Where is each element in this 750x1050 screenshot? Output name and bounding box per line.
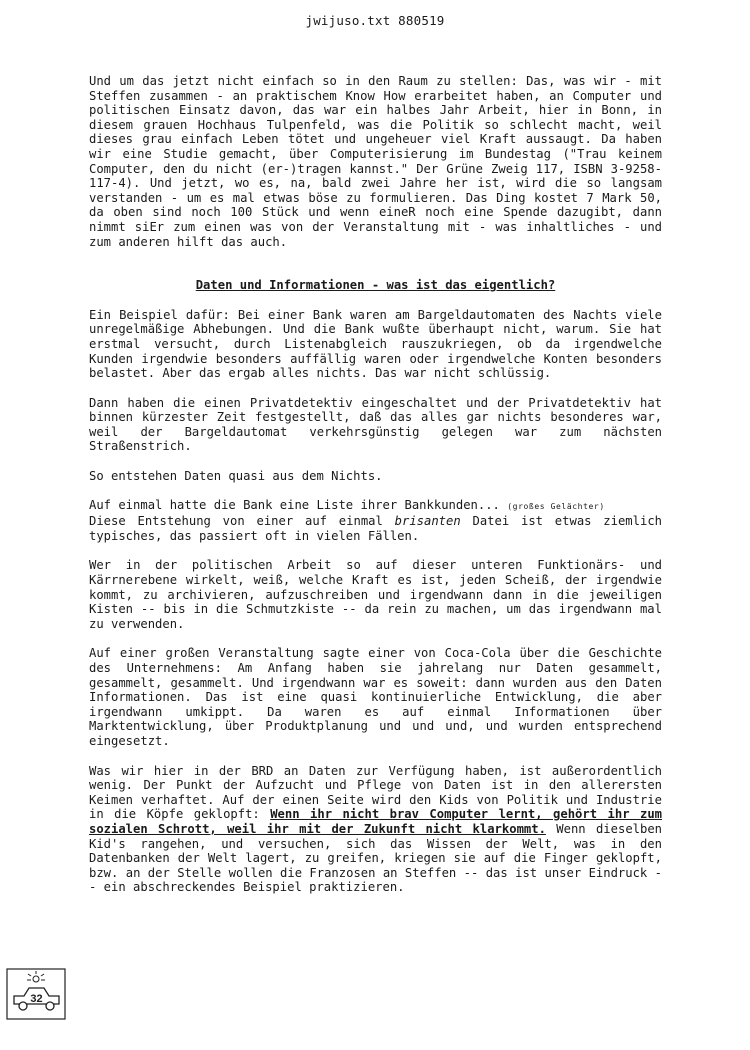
paragraph-bank-example: Ein Beispiel dafür: Bei einer Bank waren am Bargeldautomaten des Nachts viele unregelmäßige Abhebungen. Und die Bank wußte überhaupt nicht, warum. Sie hat erstmal versucht, durch Listenabgleich rauszukriegen, ob da irgendwelche Kunden irgendwie besonders auffällig waren oder irgendwelche Konten besonders belastet. Aber das ergab alles nichts. Das war nicht schlüssig. [89, 307, 662, 381]
brd-before: Was wir hier in der BRD an Daten zur Verfügung haben, ist außerordentlich wenig. Der Punkt der Aufzucht und Pflege von Daten ist in den allerersten Keimen verhaftet. Auf der einen Seite wird den Kids von Politik und Industrie in die Köpfe geklopft: [89, 763, 662, 822]
paragraph-intro: Und um das jetzt nicht einfach so in den Raum zu stellen: Das, was wir - mit Steffen zusammen - an praktischem Know How erarbeitet haben, an Computer und politischen Einsatz davon, das war ein halbes Jahr Arbeit, hier in Bonn, in diesem grauen Hochhaus Tulpenfeld, was die Politik so schlecht macht, weil dieses grau einfach Leben tötet und ungeheuer viel Kraft aussaugt. Da haben wir eine Studie gemacht, über Computerisierung im Bundestag ("Trau keinem Computer, den du nicht (er-)tragen kannst." Der Grüne Zweig 117, ISBN 3-9258-117-4). Und jetzt, wo es, na, bald zwei Jahre her ist, wird die so langsam verstanden - um es mal etwas böse zu formulieren. Das Ding kostet 7 Mark 50, da oben sind noch 100 Stück und wenn eineR noch eine Spende dazugibt, dann nimmt siEr zum einen was von der Veranstaltung mit - was inhaltliches - und zum anderen hilft das auch. [89, 74, 662, 249]
police-car-icon [6, 968, 66, 1020]
paragraph-bank-list [89, 498, 662, 515]
paragraph-coca-cola: Auf einer großen Veranstaltung sagte einer von Coca-Cola über die Geschichte des Unternehmens: Am Anfang haben sie jahrelang nur Daten gesammelt, gesammelt, gesammelt. Und irgendwann war es soweit: dann wurden aus den Daten Informationen. Das ist eine quasi kontinuierliche Entwicklung, die aber irgendwann umkippt. Da waren es auf einmal Informationen über Marktentwicklung, über Produktplanung und und und, und wurden entsprechend eingesetzt. [89, 646, 662, 748]
logo-page-number: 32 [30, 993, 43, 1005]
paragraph-detective: Dann haben die einen Privatdetektiv eingeschaltet und der Privatdetektiv hat binnen kürzester Zeit festgestellt, daß das alles gar nichts besonderes war, weil der Bargeldautomat verkehrsgünstig gelegen war zum nächsten Straßenstrich. [89, 395, 662, 454]
brd-after: Wenn dieselben Kid's rangehen, und versuchen, sich das Wissen der Welt, was in den Datenbanken der Welt lagert, zu greifen, kriegen sie auf die Finger geklopft, bzw. an der Stelle wollen die Franzosen an Steffen -- das ist unser Eindruck -- ein abschreckendes Beispiel praktizieren. [89, 821, 663, 895]
brd-underlined-quote: Wenn ihr nicht brav Computer lernt, gehört ihr zum sozialen Schrott, weil ihr mit der Zukunft nicht klarkommt. [89, 807, 662, 836]
bank-list-text: Auf einmal hatte die Bank eine Liste ihrer Bankkunden... [89, 497, 500, 512]
document-body [89, 74, 662, 895]
brisant-before: Diese Entstehung von einer auf einmal [89, 514, 395, 529]
section-heading: Daten und Informationen - was ist das eigentlich? [195, 278, 556, 293]
document-header: jwijuso.txt 880519 [305, 13, 445, 28]
paragraph-political-work: Wer in der politischen Arbeit so auf dieser unteren Funktionärs- und Kärrnerebene wirkelt, weiß, welche Kraft es ist, jeden Scheiß, der irgendwie kommt, zu archivieren, aufzuschreiben und irgendwann dann in die jeweiligen Kisten -- bis in die Schmutzkiste -- da rein zu machen, um das irgendwann mal zu verwenden. [89, 558, 662, 631]
paragraph-brd-data [89, 764, 662, 895]
laughter-note: (großes Gelächter) [507, 501, 605, 511]
paragraph-data-from-nothing: So entstehen Daten quasi aus dem Nichts. [89, 469, 383, 484]
paragraph-brisant-file [89, 514, 662, 543]
brisant-after: Datei ist etwas ziemlich typisches, das passiert oft in vielen Fällen. [89, 514, 662, 543]
police-car-logo [6, 968, 66, 1020]
brisant-word: brisanten [394, 514, 461, 529]
